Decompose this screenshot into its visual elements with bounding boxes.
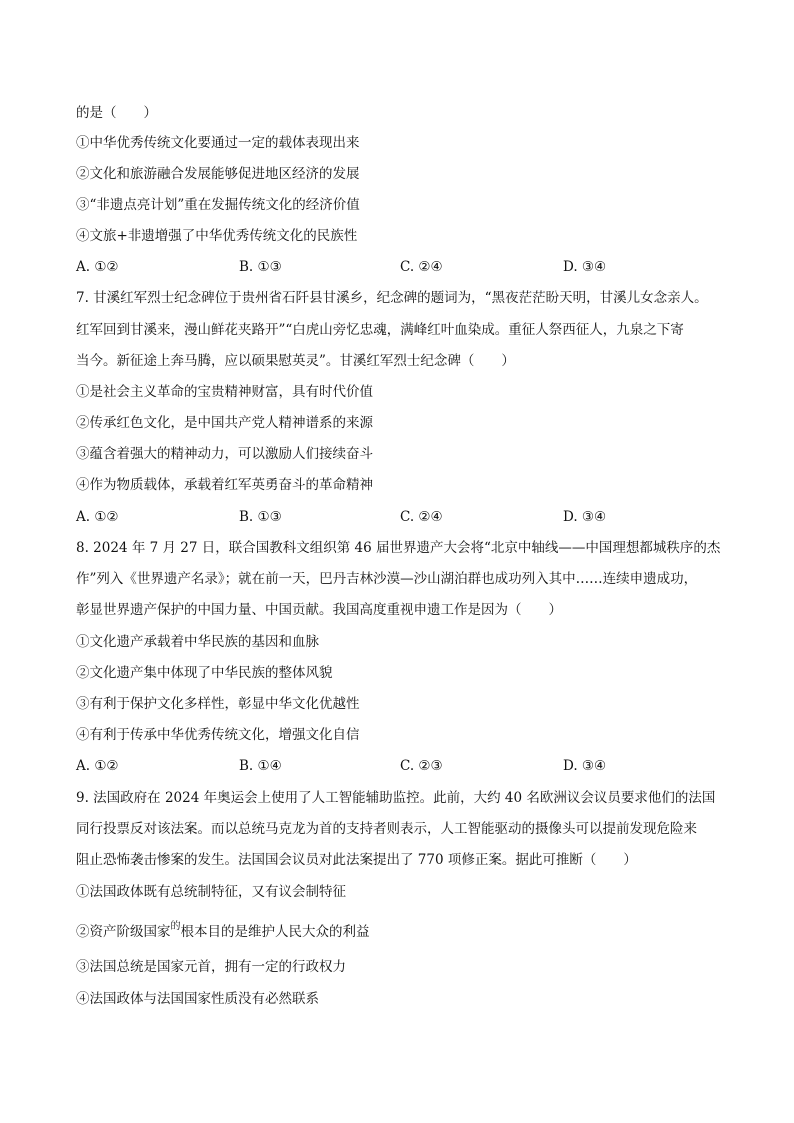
q9-statement-2-raised: 的 (170, 921, 181, 932)
q8-stem-line-1: 8. 2024 年 7 月 27 日，联合国教科文组织第 46 届世界遗产大会将“北京中轴线——中国理想都城秩序的杰 (76, 540, 721, 556)
q8-statement-4: ④有利于传承中华优秀传统文化，增强文化自信 (76, 727, 360, 743)
q9-statement-2-after: 根本目的是维护人民大众的利益 (180, 924, 370, 940)
q6-statement-3: ③“非遗点亮计划”重在发掘传统文化的经济价值 (76, 197, 360, 213)
q7-option-d[interactable]: D. ③④ (563, 509, 607, 525)
q7-statement-4: ④作为物质载体，承载着红军英勇奋斗的革命精神 (76, 477, 373, 493)
q8-option-c[interactable]: C. ②③ (400, 758, 443, 774)
q6-option-b[interactable]: B. ①③ (239, 259, 282, 275)
q8-stem-line-2: 作”列入《世界遗产名录》；就在前一天，巴丹吉林沙漠—沙山湖泊群也成功列入其中……连续申遗成功， (76, 571, 698, 587)
q9-statement-4: ④法国政体与法国国家性质没有必然联系 (76, 991, 319, 1007)
q9-statement-2 (76, 922, 370, 944)
q7-option-c[interactable]: C. ②④ (400, 509, 443, 525)
q6-statement-4: ④文旅+非遗增强了中华优秀传统文化的民族性 (76, 228, 358, 244)
q6-statement-2: ②文化和旅游融合发展能够促进地区经济的发展 (76, 166, 360, 182)
q7-stem-line-2: 红军回到甘溪来，漫山鲜花夹路开”“白虎山旁忆忠魂，满峰红叶血染成。重征人祭西征人，九泉之下寄 (76, 322, 684, 338)
q8-statement-2: ②文化遗产集中体现了中华民族的整体风貌 (76, 665, 333, 681)
q6-option-c[interactable]: C. ②④ (400, 259, 443, 275)
q8-option-a[interactable]: A. ①② (76, 758, 119, 774)
q7-option-a[interactable]: A. ①② (76, 509, 119, 525)
q8-stem-line-3: 彰显世界遗产保护的中国力量、中国贡献。我国高度重视申遗工作是因为（ ） (76, 602, 562, 618)
q6-options (76, 257, 716, 277)
q6-statement-1: ①中华优秀传统文化要通过一定的载体表现出来 (76, 135, 360, 151)
q7-stem-line-1: 7. 甘溪红军烈士纪念碑位于贵州省石阡县甘溪乡，纪念碑的题词为，“黑夜茫茫盼天明，甘溪儿女念亲人。 (76, 290, 708, 306)
q9-statement-3: ③法国总统是国家元首，拥有一定的行政权力 (76, 959, 346, 975)
q9-statement-1: ①法国政体既有总统制特征，又有议会制特征 (76, 884, 346, 900)
q7-statement-2: ②传承红色文化，是中国共产党人精神谱系的来源 (76, 415, 373, 431)
q7-statement-3: ③蕴含着强大的精神动力，可以激励人们接续奋斗 (76, 446, 373, 462)
q8-statement-3: ③有利于保护文化多样性，彰显中华文化优越性 (76, 696, 360, 712)
q7-stem-line-3: 当今。新征途上奔马腾，应以硕果慰英灵”。甘溪红军烈士纪念碑（ ） (76, 353, 515, 369)
q6-option-a[interactable]: A. ①② (76, 259, 119, 275)
q7-option-b[interactable]: B. ①③ (239, 509, 282, 525)
question-6-tail: 的是（ ） (76, 105, 157, 121)
q6-option-d[interactable]: D. ③④ (563, 259, 607, 275)
q7-statement-1: ①是社会主义革命的宝贵精神财富，具有时代价值 (76, 384, 373, 400)
q9-stem-line-2: 同行投票反对该法案。而以总统马克龙为首的支持者则表示，人工智能驱动的摄像头可以提前发现危险来 (76, 821, 697, 837)
q9-statement-2-before: ②资产阶级国家 (76, 924, 171, 940)
q7-options (76, 507, 716, 527)
q8-option-d[interactable]: D. ③④ (563, 758, 607, 774)
q9-stem-line-1: 9. 法国政府在 2024 年奥运会上使用了人工智能辅助监控。此前，大约 40 名欧洲议会议员要求他们的法国 (76, 790, 716, 806)
q8-statement-1: ①文化遗产承载着中华民族的基因和血脉 (76, 634, 319, 650)
q9-stem-line-3: 阻止恐怖袭击惨案的发生。法国国会议员对此法案提出了 770 项修正案。据此可推断（ ） (76, 852, 637, 868)
q8-option-b[interactable]: B. ①④ (239, 758, 282, 774)
q8-options (76, 756, 716, 776)
